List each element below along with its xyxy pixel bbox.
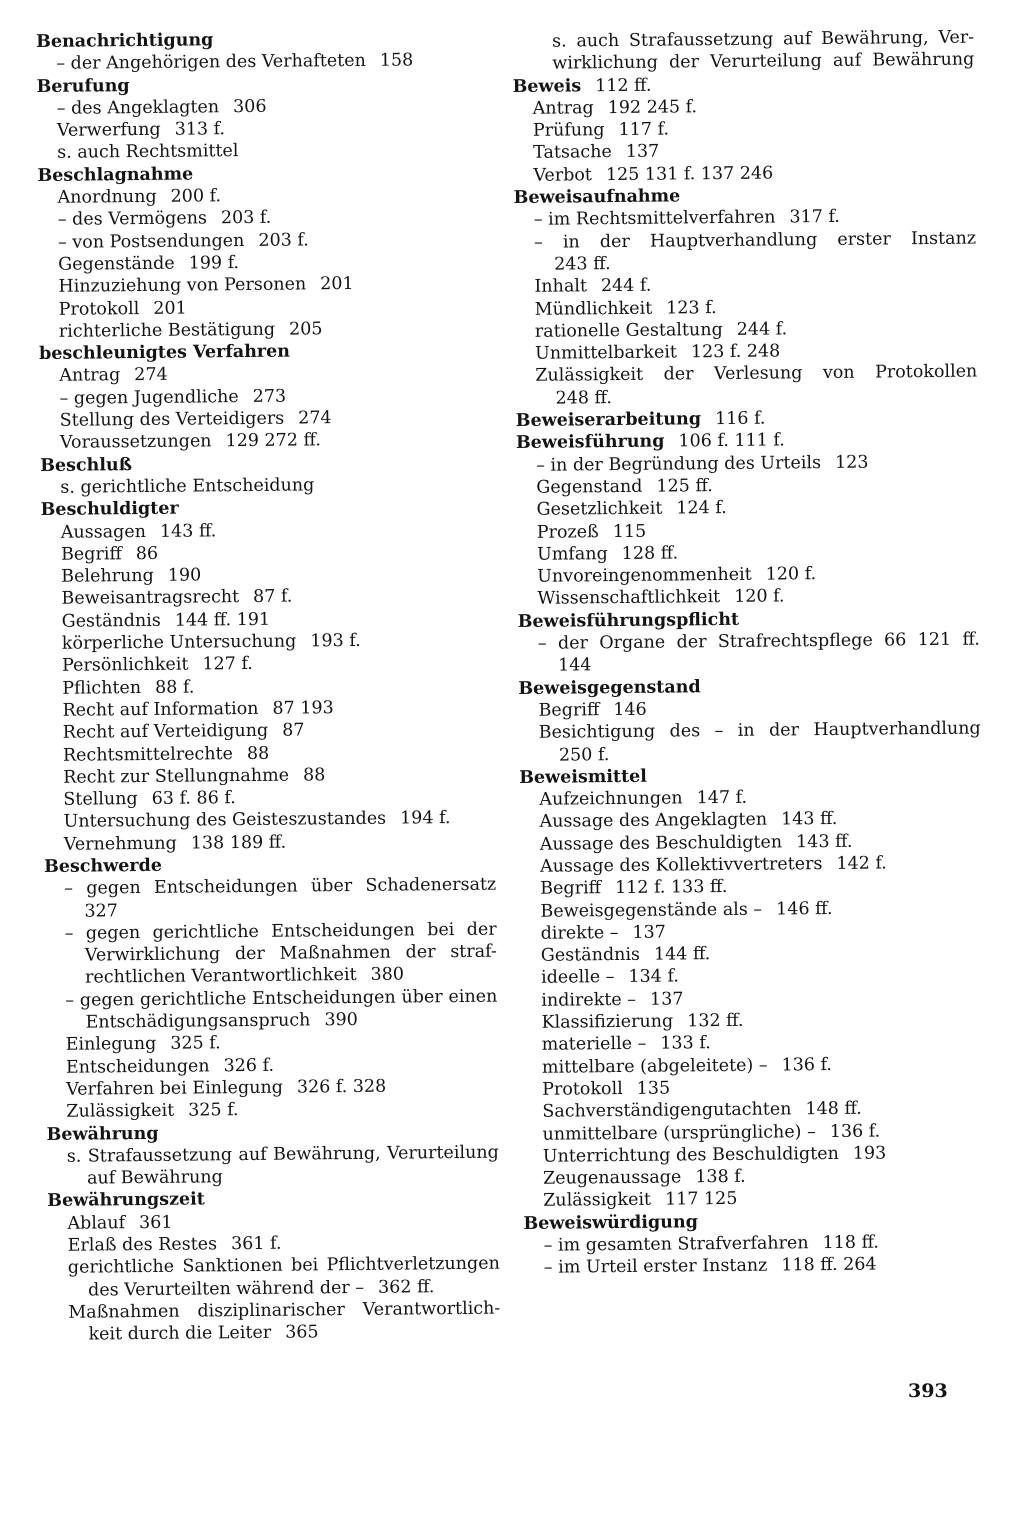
- index-entry-text: s. gerichtliche Entscheidung: [60, 475, 315, 498]
- index-entry-text: Benachrichtigung: [36, 30, 214, 52]
- index-entry-text: Geständnis: [61, 610, 161, 632]
- index-entry-text: Untersuchung des Geisteszustandes: [63, 809, 387, 833]
- index-entry-text: Rechtsmittelrechte: [62, 743, 234, 766]
- index-page-ref: 143 ff.: [780, 809, 838, 830]
- index-entry-text: unmittelbare (ursprüngliche) –: [542, 1121, 816, 1145]
- index-page-ref: 137: [625, 142, 660, 163]
- index-subentry: [514, 227, 976, 254]
- index-page-ref: 190: [167, 565, 202, 586]
- index-page-ref: 87 f.: [253, 586, 293, 608]
- index-entry-text: – in der Hauptverhandlung erster Instanz: [533, 228, 977, 253]
- index-entry-text: Verwerfung: [56, 119, 161, 141]
- index-subentry: [519, 718, 981, 745]
- index-entry-text: Berufung: [36, 75, 130, 97]
- index-page-ref: 86: [135, 543, 159, 564]
- index-entry-text: Beschuldigter: [40, 498, 179, 521]
- index-page-ref: 306: [233, 96, 267, 118]
- index-entry-text: Aussage des Angeklagten: [539, 809, 768, 833]
- index-page-ref: 144 ff.: [653, 944, 711, 965]
- index-entry-text: Gegenstand: [536, 476, 643, 498]
- index-subentry: [45, 985, 497, 1012]
- index-entry-text: Unmittelbarkeit: [535, 342, 678, 364]
- index-entry-text: materielle –: [541, 1034, 647, 1056]
- index-entry-text: Beweisführung: [515, 431, 665, 454]
- index-entry-text: des Verurteilten während der –: [87, 1277, 365, 1301]
- index-entry-text: keit durch die Leiter: [88, 1323, 272, 1345]
- index-page-ref: 144 ff. 191: [174, 609, 271, 631]
- index-entry-text: Verwirklichung der Maßnahmen der straf-: [84, 941, 497, 966]
- index-entry-text: Entschädigungsanspruch: [85, 1010, 311, 1033]
- index-page-ref: 201: [320, 274, 354, 295]
- index-page-ref: 125 ff.: [656, 476, 713, 497]
- index-page-ref: 244 f.: [736, 319, 788, 340]
- index-entry-text: Beweisgegenstände als –: [540, 899, 763, 922]
- index-entry-text: Besichtigung des – in der Hauptverhandlung: [538, 718, 981, 743]
- index-entry-text: Inhalt: [534, 276, 588, 298]
- index-entry-text: Beschlagnahme: [37, 164, 194, 186]
- index-page-ref: 63 f. 86 f.: [151, 788, 236, 810]
- index-entry-text: Beweisgegenstand: [518, 676, 701, 699]
- index-page-ref: 193 f.: [310, 630, 361, 652]
- index-entry-text: – gegen Entscheidungen über Schadenersatz: [64, 874, 497, 900]
- index-page-ref: 274: [298, 408, 332, 429]
- index-page-ref: 205: [288, 319, 323, 340]
- index-page-ref: 138 f.: [695, 1166, 746, 1188]
- index-entry-text: Beweisführungspflicht: [517, 609, 740, 632]
- index-entry-text: Verfahren bei Einlegung: [66, 1077, 284, 1100]
- index-entry-text: – der Angehörigen des Verhafteten: [56, 51, 366, 75]
- index-entry-text: richterliche Bestätigung: [58, 319, 276, 342]
- index-page-ref: 134 f.: [628, 966, 679, 988]
- index-page-ref: 200 f.: [170, 186, 222, 207]
- index-page-ref: 124 f.: [676, 498, 727, 519]
- index-page-ref: 136 f.: [781, 1054, 833, 1076]
- index-entry-text: – in der Begründung des Urteils: [536, 452, 822, 476]
- index-page-ref: 123 f. 248: [690, 341, 781, 363]
- index-page-ref: 158: [379, 50, 414, 71]
- index-page-ref: 125 131 f. 137 246: [605, 163, 774, 185]
- index-entry-text: Begriff: [540, 878, 602, 900]
- index-page-ref: 380: [370, 964, 405, 986]
- index-page-ref: 365: [285, 1322, 319, 1343]
- index-page-ref: 143 ff.: [159, 520, 217, 542]
- index-page-ref: 142 f.: [836, 853, 887, 874]
- index-page-ref: 148 ff.: [805, 1098, 862, 1120]
- index-entry-text: Aussagen: [60, 521, 147, 543]
- index-entry-text: Voraussetzungen: [59, 431, 212, 454]
- index-entry-text: Protokoll: [58, 298, 140, 320]
- index-page-ref: 87 193: [272, 698, 334, 719]
- index-continuation: [48, 1320, 500, 1347]
- index-page-ref: 123: [834, 452, 869, 473]
- index-entry-text: Recht zur Stellungnahme: [63, 765, 290, 788]
- index-page-ref: 147 f.: [696, 787, 748, 809]
- index-entry-text: Erlaß des Restes: [67, 1234, 218, 1256]
- index-entry-text: Stellung des Verteidigers: [59, 408, 285, 431]
- index-page-ref: 88 f.: [154, 677, 195, 698]
- index-page-ref: 273: [252, 386, 287, 407]
- index-page-ref: 116 f.: [714, 408, 766, 430]
- index-entry-text: mittelbare (abgeleitete) –: [541, 1055, 768, 1078]
- index-subentry: [44, 874, 496, 901]
- index-entry-text: s. Strafaussetzung auf Bewährung, Verurteilung: [66, 1142, 499, 1167]
- index-entry-text: Klassifizierung: [541, 1011, 674, 1033]
- index-page-ref: 118 ff.: [822, 1232, 880, 1254]
- index-entry-text: ideelle –: [540, 967, 615, 989]
- index-entry-text: indirekte –: [541, 989, 637, 1011]
- index-page-ref: 115: [612, 521, 647, 542]
- index-page-ref: 325 f.: [188, 1100, 239, 1121]
- index-entry-text: Hinzuziehung von Personen: [58, 274, 307, 298]
- index-entry-text: Vernehmung: [63, 833, 177, 855]
- index-page-ref: 244 f.: [600, 275, 652, 297]
- index-page-ref: 313 f.: [174, 119, 226, 140]
- index-entry-text: Umfang: [536, 543, 608, 565]
- index-entry-text: Bewährungszeit: [47, 1189, 205, 1212]
- index-page-ref: 361 f.: [230, 1233, 282, 1255]
- index-entry-text: auf Bewährung: [86, 1167, 223, 1189]
- index-subentry: [43, 807, 495, 834]
- index-entry-text: – des Angeklagten: [56, 97, 220, 119]
- index-entry-text: Persönlichkeit: [62, 654, 189, 677]
- index-entry-text: Begriff: [538, 700, 600, 721]
- index-entry-text: Geständnis: [540, 944, 641, 966]
- index-entry-text: Recht auf Information: [62, 698, 259, 721]
- index-entry-text: Prüfung: [532, 120, 605, 141]
- index-page-ref: 135: [636, 1078, 671, 1099]
- index-entry-text: – gegen gerichtliche Entscheidungen über einen: [65, 986, 498, 1011]
- index-entry-text: Aussage des Beschuldigten: [539, 832, 783, 855]
- index-page-ref: 136 f.: [829, 1121, 881, 1142]
- index-page-ref: 390: [324, 1010, 358, 1031]
- index-entry-text: Beweis: [512, 75, 582, 97]
- index-page-ref: 133 f.: [660, 1033, 711, 1054]
- index-entry-text: Zulässigkeit der Verlesung von Protokollen: [535, 362, 978, 387]
- index-page-ref: 137: [649, 989, 684, 1010]
- index-page-ref: 203 f.: [220, 208, 272, 229]
- index-page-ref: 326 f. 328: [296, 1076, 387, 1098]
- index-entry-text: Maßnahmen disziplinarischer Verantwortlich-: [68, 1298, 501, 1323]
- index-page-ref: 193: [852, 1143, 887, 1164]
- index-entry-text: rationelle Gestaltung: [534, 319, 723, 342]
- index-page-ref: 192 245 f.: [607, 97, 698, 118]
- index-entry-text: – im gesamten Strafverfahren: [543, 1233, 809, 1256]
- index-entry-text: – von Postsendungen: [57, 230, 245, 253]
- index-entry-text: Aussage des Kollektivvertreters: [539, 854, 823, 877]
- index-entry-text: Pflichten: [62, 677, 142, 699]
- index-page-ref: 132 ff.: [687, 1010, 744, 1032]
- index-entry-text: Entscheidungen: [65, 1056, 210, 1078]
- index-page-ref: 361: [138, 1212, 173, 1233]
- index-page-ref: 117 125: [664, 1189, 738, 1211]
- index-entry-text: – gegen gerichtliche Entscheidungen bei der: [64, 919, 497, 944]
- index-entry-text: Anordnung: [57, 186, 157, 208]
- index-entry-text: Bewährung: [46, 1123, 159, 1145]
- index-entry-text: Aufzeichnungen: [539, 788, 683, 810]
- index-page-ref: 143 ff.: [796, 831, 853, 852]
- index-page-ref: 106 f. 111 f.: [678, 430, 785, 452]
- index-page-ref: 120 f.: [734, 586, 785, 608]
- index-entry-text: Ablauf: [67, 1212, 126, 1234]
- index-entry-text: Begriff: [60, 544, 122, 565]
- index-entry-text: rechtlichen Verantwortlichkeit: [84, 965, 357, 989]
- index-page-ref: 274: [134, 365, 168, 386]
- index-entry-text: Recht auf Verteidigung: [62, 721, 269, 743]
- index-entry-text: wirklichung der Verurteilung auf Bewährung: [552, 49, 975, 74]
- index-page-ref: 362 ff.: [377, 1276, 435, 1298]
- index-entry-text: Beweiserarbeitung: [515, 409, 702, 432]
- index-page-ref: 87: [282, 720, 305, 741]
- index-page-ref: 199 f.: [188, 253, 240, 274]
- index-entry-text: 243 ff.: [554, 254, 611, 275]
- index-entry-text: 248 ff.: [555, 387, 612, 409]
- index-entry-text: 327: [84, 900, 118, 922]
- index-entry-text: Unterrichtung des Beschuldigten: [542, 1143, 839, 1167]
- index-entry-text: – des Vermögens: [57, 208, 208, 231]
- index-page-ref: 112 ff.: [595, 75, 652, 96]
- index-page-ref: 112 f. 133 ff.: [614, 877, 728, 899]
- index-entry-text: Sachverständigengutachten: [542, 1099, 792, 1123]
- index-page-ref: 325 f.: [170, 1033, 221, 1055]
- index-page-ref: 146: [613, 699, 647, 720]
- page-number: 393: [908, 1380, 948, 1402]
- index-entry-text: Zulässigkeit: [543, 1190, 652, 1212]
- index-page-ref: 88: [302, 765, 326, 786]
- index-page-ref: 317 f.: [789, 207, 840, 228]
- index-page-ref: 128 ff.: [621, 543, 679, 564]
- index-page-ref: 129 272 ff.: [225, 430, 321, 452]
- index-page-ref: 123 f.: [666, 297, 717, 319]
- index-entry-text: Prozeß: [536, 521, 599, 543]
- index-entry-text: Unvoreingenommenheit: [537, 564, 752, 587]
- index-subentry: [524, 1253, 986, 1280]
- index-entry-text: Gesetzlichkeit: [536, 498, 663, 521]
- index-page-ref: 201: [153, 298, 187, 319]
- index-entry-text: – gegen Jugendliche: [59, 386, 239, 409]
- index-page-ref: 120 f.: [765, 564, 817, 585]
- index-entry-text: Verbot: [533, 165, 593, 186]
- index-page-ref: 326 f.: [223, 1055, 275, 1076]
- index-entry-text: – der Organe der Strafrechtspflege 66 121 ff.: [537, 629, 980, 654]
- index-entry-text: s. auch Strafaussetzung auf Bewährung, Ver-: [552, 27, 975, 52]
- index-subentry: [515, 361, 977, 388]
- index-entry-text: Belehrung: [61, 566, 154, 587]
- index-page-ref: 203 f.: [258, 230, 309, 251]
- index-entry-text: Gegenstände: [58, 253, 175, 275]
- index-subentry: [47, 1141, 499, 1168]
- index-entry-text: Beschwerde: [43, 855, 163, 877]
- index-page-ref: 194 f.: [400, 808, 451, 829]
- index-entry-text: Wissenschaftlichkeit: [537, 587, 721, 610]
- index-entry-text: – im Urteil erster Instanz: [543, 1255, 768, 1279]
- index-entry-text: Zulässigkeit: [66, 1100, 175, 1123]
- index-column-right: [512, 27, 986, 1280]
- index-page-ref: 118 ff. 264: [781, 1254, 877, 1276]
- index-column-left: [36, 27, 501, 1347]
- index-page-ref: 137: [632, 922, 666, 943]
- index-entry-text: Beweismittel: [519, 766, 648, 788]
- index-entry-text: Beschluß: [40, 454, 133, 476]
- index-entry-text: Antrag: [532, 98, 594, 119]
- index-entry-text: Stellung: [63, 789, 138, 810]
- index-entry-text: beschleunigtes Verfahren: [39, 341, 291, 365]
- index-continuation: [512, 49, 974, 76]
- index-entry-text: Beweiswürdigung: [523, 1212, 698, 1234]
- index-entry-text: Beweisantragsrecht: [61, 587, 240, 610]
- index-entry-text: 144: [558, 655, 592, 676]
- index-page-ref: 146 ff.: [776, 898, 833, 920]
- index-entry-text: Tatsache: [533, 142, 612, 164]
- index-entry-text: Zeugenaussage: [542, 1167, 682, 1189]
- index-entry-text: Antrag: [59, 365, 121, 387]
- index-page-ref: 88: [246, 743, 270, 764]
- index-subentry: [48, 1298, 500, 1325]
- index-entry-text: Mündlichkeit: [534, 298, 653, 320]
- index-entry-text: körperliche Untersuchung: [61, 631, 297, 654]
- index-entry-text: Einlegung: [65, 1034, 157, 1056]
- index-entry-text: – im Rechtsmittelverfahren: [533, 207, 776, 231]
- index-entry-text: direkte –: [540, 922, 619, 944]
- index-entry-text: 250 f.: [558, 744, 610, 766]
- index-entry-text: Protokoll: [542, 1078, 623, 1100]
- index-entry-text: s. auch Rechtsmittel: [57, 141, 239, 164]
- index-entry-text: gerichtliche Sanktionen bei Pflichtverletzungen: [67, 1253, 500, 1279]
- index-page-ref: 117 f.: [618, 119, 670, 141]
- index-entry-text: Beweisaufnahme: [513, 186, 681, 209]
- index-page-ref: 127 f.: [202, 654, 253, 675]
- index-page-ref: 138 189 ff.: [190, 832, 287, 854]
